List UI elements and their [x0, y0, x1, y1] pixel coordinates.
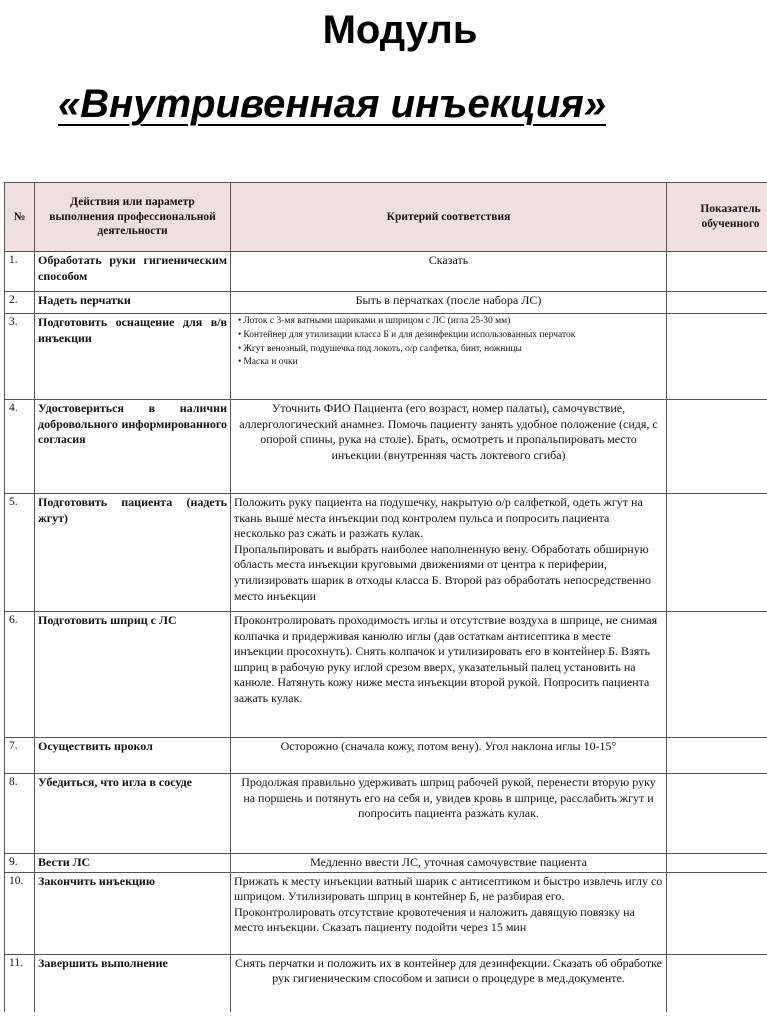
criteria-text: Снять перчатки и положить их в контейнер для дезинфекции. Сказать об обработке рук гигиеническим способом и записи о процедуре в мед.документе.	[235, 955, 662, 986]
criteria-text: Сказать	[428, 253, 469, 267]
header-score: Показатель обученного	[667, 183, 767, 252]
table-row	[5, 612, 767, 738]
row-criteria	[231, 854, 667, 873]
criteria-bullet: • Жгут венозный, подушечка под локоть, о/р салфетка, бинт, ножницы	[238, 343, 663, 357]
criteria-text: Быть в перчатках (после набора ЛС)	[355, 293, 542, 307]
title-block	[0, 0, 767, 180]
row-action: Обработать руки гигиеническим способом	[35, 252, 231, 292]
row-score-cell[interactable]	[667, 314, 767, 400]
table-row	[5, 738, 767, 774]
row-criteria	[231, 774, 667, 854]
criteria-text: Медленно ввести ЛС, уточная самочувствие пациента	[310, 855, 587, 869]
row-criteria	[231, 612, 667, 738]
row-score-cell[interactable]	[667, 292, 767, 314]
checklist-table	[4, 182, 767, 1012]
criteria-text: Пропальпировать и выбрать наиболее наполненную вену. Обработать обширную область места инъекции круговыми движениями от центра к периферии, утилизировать шарик в отходы класса Б. Второй раз обработать непосредственно место инъекции	[234, 541, 652, 603]
header-action: Действия или параметр выполнения профессиональной деятельности	[35, 183, 231, 252]
table-row	[5, 494, 767, 612]
table-row	[5, 400, 767, 494]
row-criteria	[231, 292, 667, 314]
module-heading: Модуль	[322, 8, 478, 52]
criteria-text: Проконтролировать проходимость иглы и отсутствие воздуха в шприце, не снимая колпачка и придерживая канюлю иглы (дав остаткам антисептика в месте инъекции просохнуть). Снять колпачок и утилизировать его в контейнер Б. Взять шприц в рабочую руку иглой срезом вверх, указательный палец установить на канюле. Натянуть кожу ниже места инъекции второй рукой. Попросить пациента зажать кулак.	[234, 613, 658, 705]
row-number: 5.	[5, 494, 35, 612]
row-criteria	[231, 314, 667, 400]
criteria-text: Продолжая правильно удерживать шприц рабочей рукой, перенести вторую руку на поршень и потянуть его на себя и, увидев кровь в шприце, расслабить жгут и попросить пациента разжать кулак.	[241, 775, 656, 821]
row-action: Надеть перчатки	[35, 292, 231, 314]
criteria-text: Уточнить ФИО Пациента (его возраст, номер палаты), самочувствие, аллергологический анамнез. Помочь пациенту занять удобное положение (сидя, с опорой спины, рука на столе). Брать, осмотреть и пропальпировать место инъекции (внутренняя часть локтевого сгиба)	[239, 401, 658, 462]
row-criteria	[231, 400, 667, 494]
row-criteria	[231, 872, 667, 954]
row-score-cell[interactable]	[667, 954, 767, 1012]
row-score-cell[interactable]	[667, 738, 767, 774]
table-row	[5, 314, 767, 400]
row-number: 10.	[5, 872, 35, 954]
table-row	[5, 872, 767, 954]
row-action: Закончить инъекцию	[35, 872, 231, 954]
row-criteria	[231, 494, 667, 612]
row-action: Удостовериться в наличии добровольного информированного согласия	[35, 400, 231, 494]
criteria-text: Осторожно (сначала кожу, потом вену). Угол наклона иглы 10-15°	[280, 739, 617, 753]
table-row	[5, 292, 767, 314]
header-num: №	[5, 183, 35, 252]
row-score-cell[interactable]	[667, 612, 767, 738]
row-number: 3.	[5, 314, 35, 400]
row-action: Завершить выполнение	[35, 954, 231, 1012]
table-row	[5, 954, 767, 1012]
row-number: 11.	[5, 954, 35, 1012]
row-number: 7.	[5, 738, 35, 774]
row-score-cell[interactable]	[667, 252, 767, 292]
row-number: 4.	[5, 400, 35, 494]
row-action: Убедиться, что игла в сосуде	[35, 774, 231, 854]
row-score-cell[interactable]	[667, 400, 767, 494]
criteria-bullet: • Маска и очки	[238, 356, 663, 370]
row-number: 8.	[5, 774, 35, 854]
row-action: Осуществить прокол	[35, 738, 231, 774]
row-score-cell[interactable]	[667, 854, 767, 873]
table-row	[5, 252, 767, 292]
row-action: Подготовить шприц с ЛС	[35, 612, 231, 738]
row-action: Вести ЛС	[35, 854, 231, 873]
row-action: Подготовить пациента (надеть жгут)	[35, 494, 231, 612]
row-score-cell[interactable]	[667, 774, 767, 854]
criteria-bullet: • Контейнер для утилизации класса Б и для дезинфекции использованных перчаток	[238, 329, 663, 343]
row-score-cell[interactable]	[667, 494, 767, 612]
table-row	[5, 774, 767, 854]
row-criteria	[231, 954, 667, 1012]
row-number: 9.	[5, 854, 35, 873]
row-criteria	[231, 252, 667, 292]
criteria-text: Прижать к месту инъекции ватный шарик с антисептиком и быстро извлечь иглу со шприцом. Утилизировать шприц в контейнер Б, не разбирая его. Проконтролировать отсутствие кровотечения и наложить давящую повязку на место инъекции. Сказать пациенту подойти через 15 мин	[234, 873, 663, 935]
criteria-bullet: • Лоток с 3-мя ватными шариками и шприцом с ЛС (игла 25-30 мм)	[238, 315, 663, 329]
table-header-row	[5, 183, 767, 252]
row-score-cell[interactable]	[667, 872, 767, 954]
criteria-bullet-list	[234, 315, 663, 370]
row-number: 6.	[5, 612, 35, 738]
row-number: 1.	[5, 252, 35, 292]
module-name: «Внутривенная инъекция»	[58, 82, 607, 126]
row-number: 2.	[5, 292, 35, 314]
row-action: Подготовить оснащение для в/в инъекции	[35, 314, 231, 400]
header-criteria: Критерий соответствия	[231, 183, 667, 252]
checklist-table-wrapper	[4, 182, 767, 1012]
row-criteria	[231, 738, 667, 774]
criteria-text: Положить руку пациента на подушечку, накрытую о/р салфеткой, одеть жгут на ткань выше места инъекции под контролем пульса и попросить пациента несколько раз сжать и разжать кулак.	[234, 495, 643, 541]
table-row	[5, 854, 767, 873]
